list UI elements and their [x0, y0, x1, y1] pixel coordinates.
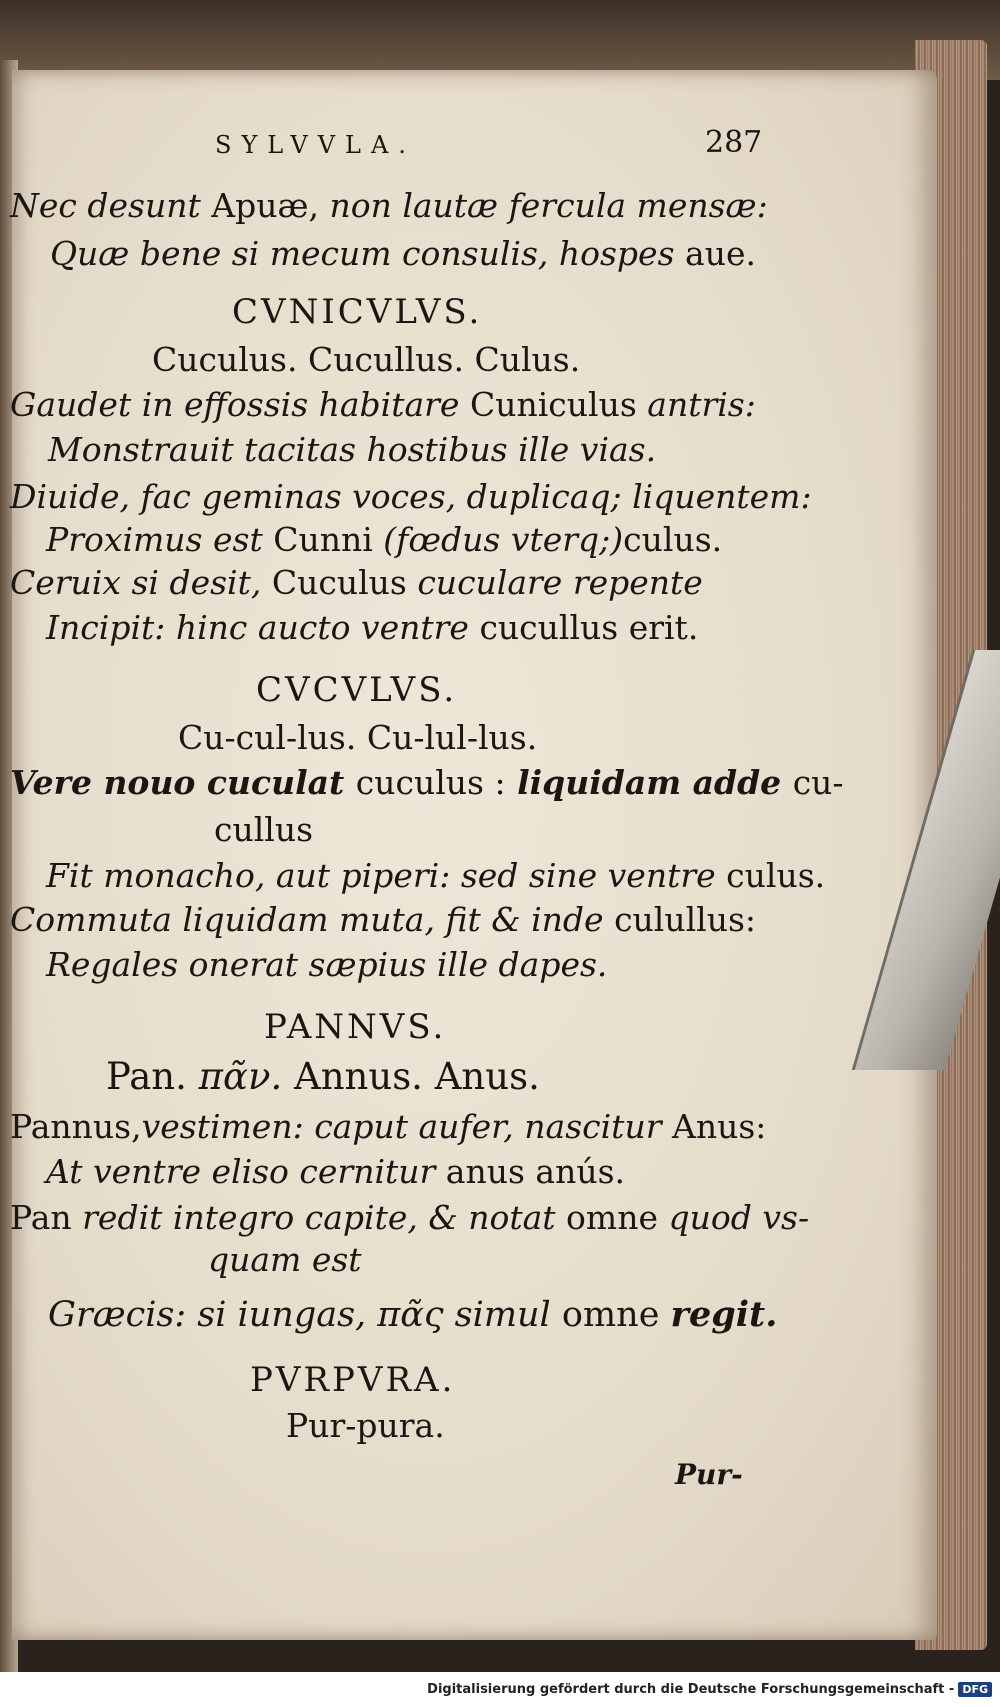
syllable-line: Cuculus. Cucullus. Culus. [152, 340, 581, 379]
text-line: Nec desunt Apuæ, non lautæ fercula mensæ: [10, 186, 768, 225]
text-line: Gaudet in effossis habitare Cuniculus antris: [10, 385, 756, 424]
section-heading: PVRPVRA. [250, 1360, 456, 1400]
text-line: Fit monacho, aut piperi: sed sine ventre culus. [46, 856, 826, 895]
text-line: At ventre eliso cernitur anus anús. [46, 1152, 626, 1191]
text-line: Regales onerat sæpius ille dapes. [46, 945, 608, 984]
text-line: Græcis: si iungas, πᾶς simul omne regit. [48, 1294, 778, 1335]
syllable-line: Cu-cul-lus. Cu-lul-lus. [178, 718, 538, 757]
text-line: Monstrauit tacitas hostibus ille vias. [48, 430, 657, 469]
catchword: Pur- [675, 1458, 743, 1491]
text-line: Proximus est Cunni (fœdus vterq;)culus. [46, 520, 723, 559]
section-heading: CVNICVLVS. [232, 292, 483, 332]
text-line: Pan redit integro capite, & notat omne quod vs- [10, 1198, 810, 1237]
text-line: Quæ bene si mecum consulis, hospes aue. [50, 234, 756, 273]
text-line: cullus [214, 810, 314, 849]
text-line: Pannus,vestimen: caput aufer, nascitur Anus: [10, 1107, 767, 1146]
text-line: quam est [208, 1240, 362, 1279]
text-line: Incipit: hinc aucto ventre cucullus erit. [46, 608, 699, 647]
syllable-line: Pur-pura. [286, 1406, 445, 1445]
page-number: 287 [705, 125, 763, 160]
text-line: Diuide, fac geminas voces, duplicaq; liquentem: [10, 477, 812, 516]
dfg-logo: DFG [958, 1682, 992, 1697]
text-line: Ceruix si desit, Cuculus cuculare repente [10, 563, 703, 602]
text-line: Commuta liquidam muta, fit & inde culullus: [10, 900, 757, 939]
section-heading: PANNVS. [264, 1007, 447, 1047]
footer-credit: Digitalisierung gefördert durch die Deutsche Forschungsgemeinschaft - [427, 1682, 955, 1697]
syllable-line: Pan. πᾶν. Annus. Anus. [106, 1055, 540, 1098]
running-head: SYLVVLA. [215, 131, 416, 159]
section-heading: CVCVLVS. [256, 670, 458, 710]
text-line: Vere nouo cuculat cuculus : liquidam adde cu- [10, 763, 844, 802]
footer-bar [0, 1672, 1000, 1707]
